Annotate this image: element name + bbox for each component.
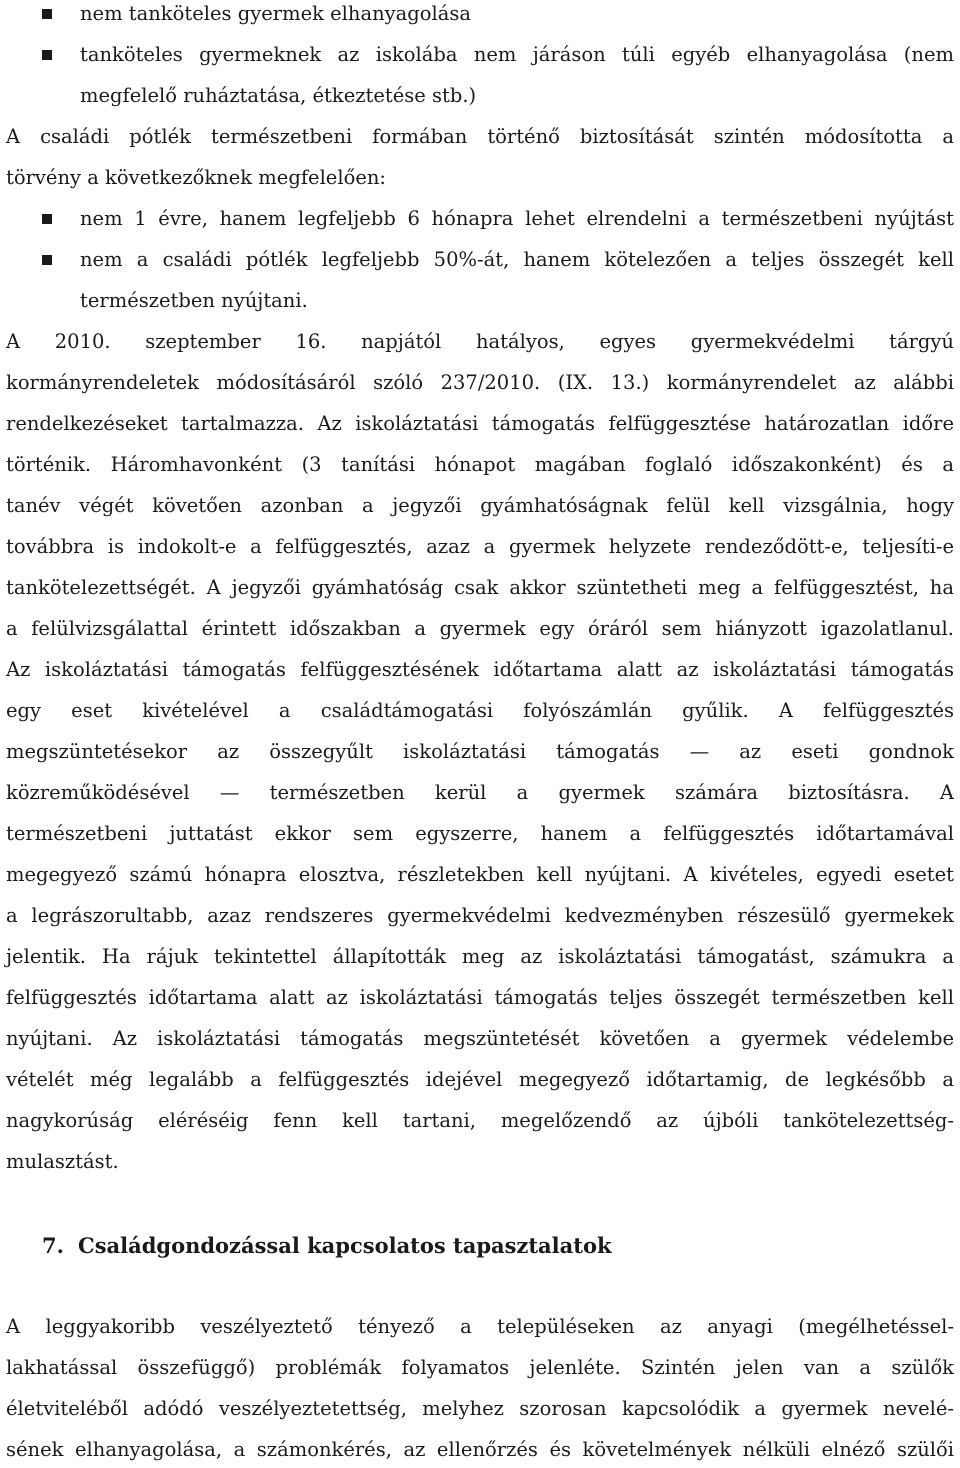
- bullet-marker: [42, 255, 52, 265]
- paragraph-line: tankötelezettségét. A jegyzői gyámhatóság csak akkor szüntetheti meg a felfüggesztést, ha: [6, 576, 954, 599]
- paragraph-line: A leggyakoribb veszélyeztető tényező a településeken az anyagi (megélhetéssel-: [6, 1315, 954, 1338]
- paragraph-line: lakhatással összefüggő) problémák folyamatos jelenléte. Szintén jelen van a szülők: [6, 1356, 954, 1379]
- paragraph-line: felfüggesztés időtartama alatt az iskoláztatási támogatás teljes összegét természetben kell: [6, 986, 954, 1009]
- list-item-continuation: természetben nyújtani.: [80, 289, 308, 312]
- paragraph-line: rendelkezéseket tartalmazza. Az iskoláztatási támogatás felfüggesztése határozatlan időre: [6, 412, 954, 435]
- paragraph-line: Az iskoláztatási támogatás felfüggesztésének időtartama alatt az iskoláztatási támogatás: [6, 658, 954, 681]
- paragraph-line: nagykorúság eléréséig fenn kell tartani, megelőzendő az újbóli tankötelezettség-: [6, 1109, 954, 1132]
- paragraph-line: A 2010. szeptember 16. napjától hatályos, egyes gyermekvédelmi tárgyú: [6, 330, 954, 353]
- paragraph-line: megszüntetésekor az összegyűlt iskoláztatási támogatás — az eseti gondnok: [6, 740, 954, 763]
- paragraph-line: jelentik. Ha rájuk tekintettel állapították meg az iskoláztatási támogatást, számukra a: [6, 945, 954, 968]
- paragraph-line: továbbra is indokolt-e a felfüggesztés, azaz a gyermek helyzete rendeződött-e, teljesíti-e: [6, 535, 954, 558]
- bullet-marker: [42, 214, 52, 224]
- list-item: nem 1 évre, hanem legfeljebb 6 hónapra lehet elrendelni a természetbeni nyújtást: [80, 207, 954, 230]
- section-number: 7.: [42, 1233, 64, 1258]
- paragraph-line: egy eset kivételével a családtámogatási folyószámlán gyűlik. A felfüggesztés: [6, 699, 954, 722]
- paragraph-line: vételét még legalább a felfüggesztés idejével megegyező időtartamig, de legkésőbb a: [6, 1068, 954, 1091]
- paragraph-line: a legrászorultabb, azaz rendszeres gyermekvédelmi kedvezményben részesülő gyermekek: [6, 904, 954, 927]
- paragraph-line: történik. Háromhavonként (3 tanítási hónapot magában foglaló időszakonként) és a: [6, 453, 954, 476]
- paragraph-line: a felülvizsgálattal érintett időszakban a gyermek egy óráról sem hiányzott igazolatlanul.: [6, 617, 954, 640]
- list-item: nem tanköteles gyermek elhanyagolása: [80, 2, 472, 25]
- paragraph-line: törvény a következőknek megfelelően:: [6, 166, 386, 189]
- paragraph-line: kormányrendeletek módosításáról szóló 237/2010. (IX. 13.) kormányrendelet az alábbi: [6, 371, 954, 394]
- bullet-marker: [42, 50, 52, 60]
- paragraph-line: tanév végét követően azonban a jegyzői gyámhatóságnak felül kell vizsgálnia, hogy: [6, 494, 954, 517]
- paragraph-line: közreműködésével — természetben kerül a gyermek számára biztosításra. A: [6, 781, 954, 804]
- paragraph-line: mulasztást.: [6, 1150, 119, 1173]
- paragraph-line: nyújtani. Az iskoláztatási támogatás megszüntetését követően a gyermek védelembe: [6, 1027, 954, 1050]
- paragraph-line: A családi pótlék természetbeni formában történő biztosítását szintén módosította a: [6, 125, 954, 148]
- paragraph-line: sének elhanyagolása, a számonkérés, az ellenőrzés és követelmények nélküli elnéző szülői: [6, 1438, 954, 1461]
- paragraph-line: életviteléből adódó veszélyeztetettség, melyhez szorosan kapcsolódik a gyermek nevelé-: [6, 1397, 954, 1420]
- list-item: nem a családi pótlék legfeljebb 50%-át, hanem kötelezően a teljes összegét kell: [80, 248, 954, 271]
- section-heading: [42, 1231, 612, 1261]
- section-title: Családgondozással kapcsolatos tapasztalatok: [78, 1233, 612, 1258]
- bullet-marker: [42, 9, 52, 19]
- paragraph-line: megegyező számú hónapra elosztva, részletekben kell nyújtani. A kivételes, egyedi esetet: [6, 863, 954, 886]
- list-item-continuation: megfelelő ruháztatása, étkeztetése stb.): [80, 84, 477, 107]
- list-item: tanköteles gyermeknek az iskolába nem járáson túli egyéb elhanyagolása (nem: [80, 43, 954, 66]
- paragraph-line: természetbeni juttatást ekkor sem egyszerre, hanem a felfüggesztés időtartamával: [6, 822, 954, 845]
